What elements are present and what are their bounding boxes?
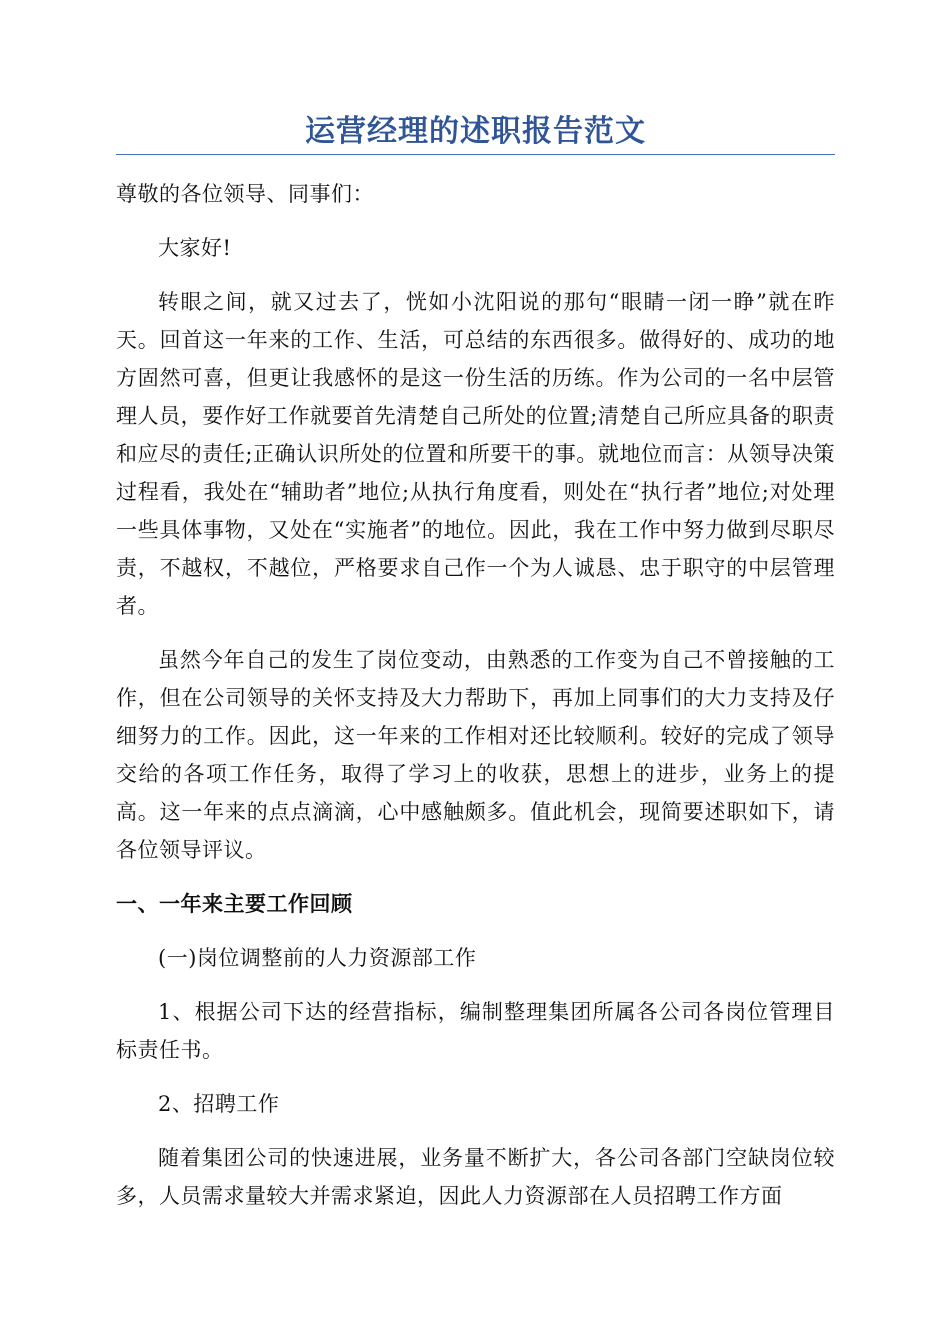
document-body [116, 175, 835, 1231]
list-item-1: 1、根据公司下达的经营指标，编制整理集团所属各公司各岗位管理目标责任书。 [116, 1000, 835, 1062]
paragraph-2: 虽然今年自己的发生了岗位变动，由熟悉的工作变为自己不曾接触的工作，但在公司领导的关怀支持及大力帮助下，再加上同事们的大力支持及仔细努力的工作。因此，这一年来的工作相对还比较顺利。较好的完成了领导交给的各项工作任务，取得了学习上的收获，思想上的进步，业务上的提高。这一年来的点点滴滴，心中感触颇多。值此机会，现简要述职如下，请各位领导评议。 [116, 648, 835, 862]
salutation: 尊敬的各位领导、同事们： [116, 182, 374, 206]
title-underline [116, 154, 835, 155]
document-title: 运营经理的述职报告范文 [305, 114, 646, 149]
list-item-2: 2、招聘工作 [158, 1092, 280, 1116]
title-block [116, 112, 835, 155]
paragraph-1: 转眼之间，就又过去了，恍如小沈阳说的那句“眼睛一闭一睁”就在昨天。回首这一年来的工作、生活，可总结的东西很多。做得好的、成功的地方固然可喜，但更让我感怀的是这一份生活的历练。作为公司的一名中层管理人员，要作好工作就要首先清楚自己所处的位置;清楚自己所应具备的职责和应尽的责任;正确认识所处的位置和所要干的事。就地位而言：从领导决策过程看，我处在“辅助者”地位;从执行角度看，则处在“执行者”地位;对处理一些具体事物，又处在“实施者”的地位。因此，我在工作中努力做到尽职尽责，不越权，不越位，严格要求自己作一个为人诚恳、忠于职守的中层管理者。 [116, 290, 835, 618]
section-heading-1: 一、一年来主要工作回顾 [116, 891, 353, 916]
subsection-heading-1: (一)岗位调整前的人力资源部工作 [158, 946, 477, 970]
greeting: 大家好! [158, 236, 232, 260]
paragraph-3: 随着集团公司的快速进展，业务量不断扩大，各公司各部门空缺岗位较多，人员需求量较大并需求紧迫，因此人力资源部在人员招聘工作方面 [116, 1146, 835, 1208]
